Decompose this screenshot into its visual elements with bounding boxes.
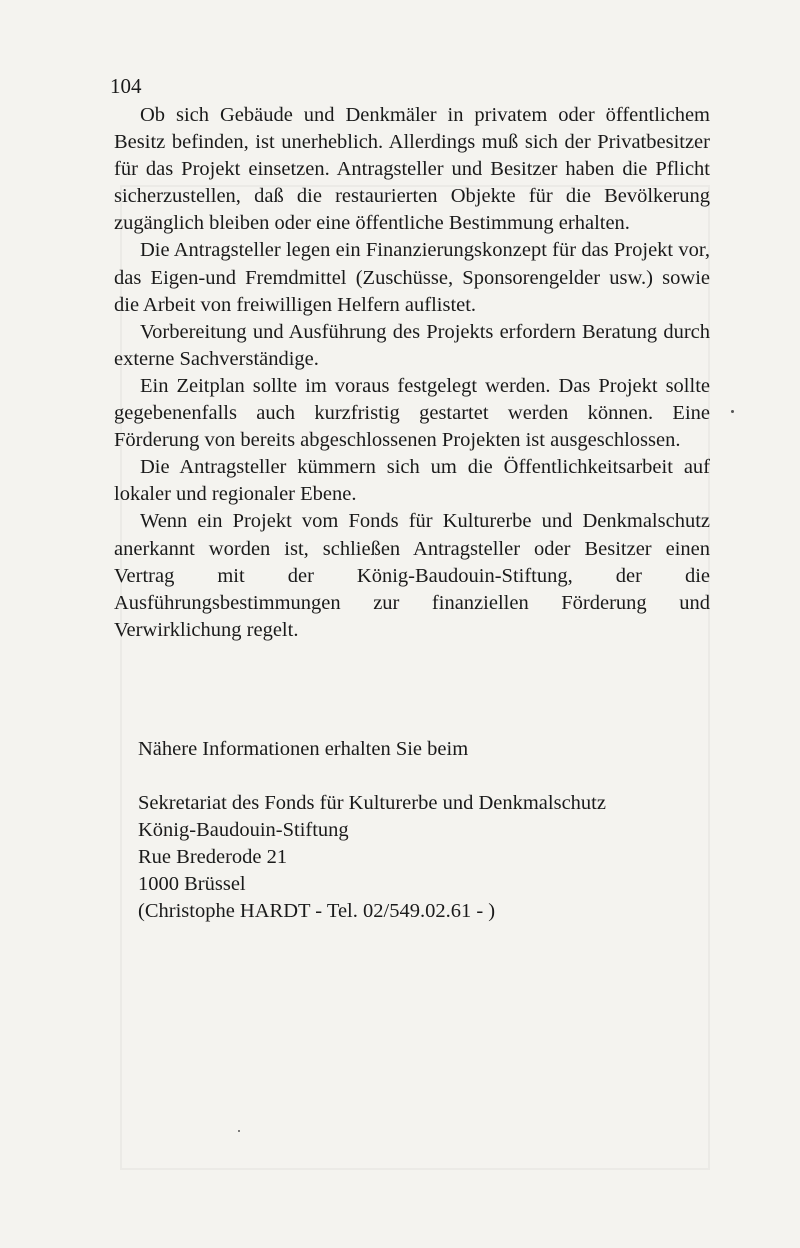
info-line: Nähere Informationen erhalten Sie beim (138, 738, 469, 760)
paragraph-preparation: Vorbereitung und Ausführung des Projekts erfordern Beratung durch externe Sachverständige. (114, 320, 710, 370)
address-line-foundation: König-Baudouin-Stiftung (138, 819, 349, 841)
body-text (114, 102, 710, 644)
paper-speck (731, 410, 734, 413)
paragraph-contract: Wenn ein Projekt vom Fonds für Kulturerbe und Denkmalschutz anerkannt worden ist, schließen Antragsteller oder Besitzer einen Vertrag mit der König-Baudouin-Stiftung, der die Ausführungsbestimmungen zur finanziellen Förderung und Verwirklichung regelt. (114, 510, 710, 641)
paper-speck (238, 1130, 240, 1132)
paragraph-financing: Die Antragsteller legen ein Finanzierungskonzept für das Projekt vor, das Eigen-und Fremdmittel (Zuschüsse, Sponsorengelder usw.) sowie die Arbeit von freiwilligen Helfern auflistet. (114, 239, 710, 316)
page-number: 104 (110, 74, 142, 98)
address-line-contact: (Christophe HARDT - Tel. 02/549.02.61 - ) (138, 900, 496, 922)
address-line-secretariat: Sekretariat des Fonds für Kulturerbe und Denkmalschutz (138, 792, 606, 814)
paragraph-publicity: Die Antragsteller kümmern sich um die Öffentlichkeitsarbeit auf lokaler und regionaler Ebene. (114, 456, 710, 506)
address-line-street: Rue Brederode 21 (138, 846, 288, 868)
paragraph-schedule: Ein Zeitplan sollte im voraus festgelegt werden. Das Projekt sollte gegebenenfalls auch kurzfristig gestartet werden können. Eine Förderung von bereits abgeschlossenen Projekten ist ausgeschlossen. (114, 374, 710, 452)
address-block (138, 790, 606, 925)
address-line-city: 1000 Brüssel (138, 873, 246, 895)
paragraph-ownership: Ob sich Gebäude und Denkmäler in privatem oder öffentlichem Besitz befinden, ist unerheblich. Allerdings muß sich der Privatbesitzer für das Projekt einsetzen. Antragsteller und Besitzer haben die Pflicht sicherzustellen, daß die restaurierten Objekte für die Bevölkerung zugänglich bleiben oder eine öffentliche Bestimmung erhalten. (114, 104, 710, 235)
